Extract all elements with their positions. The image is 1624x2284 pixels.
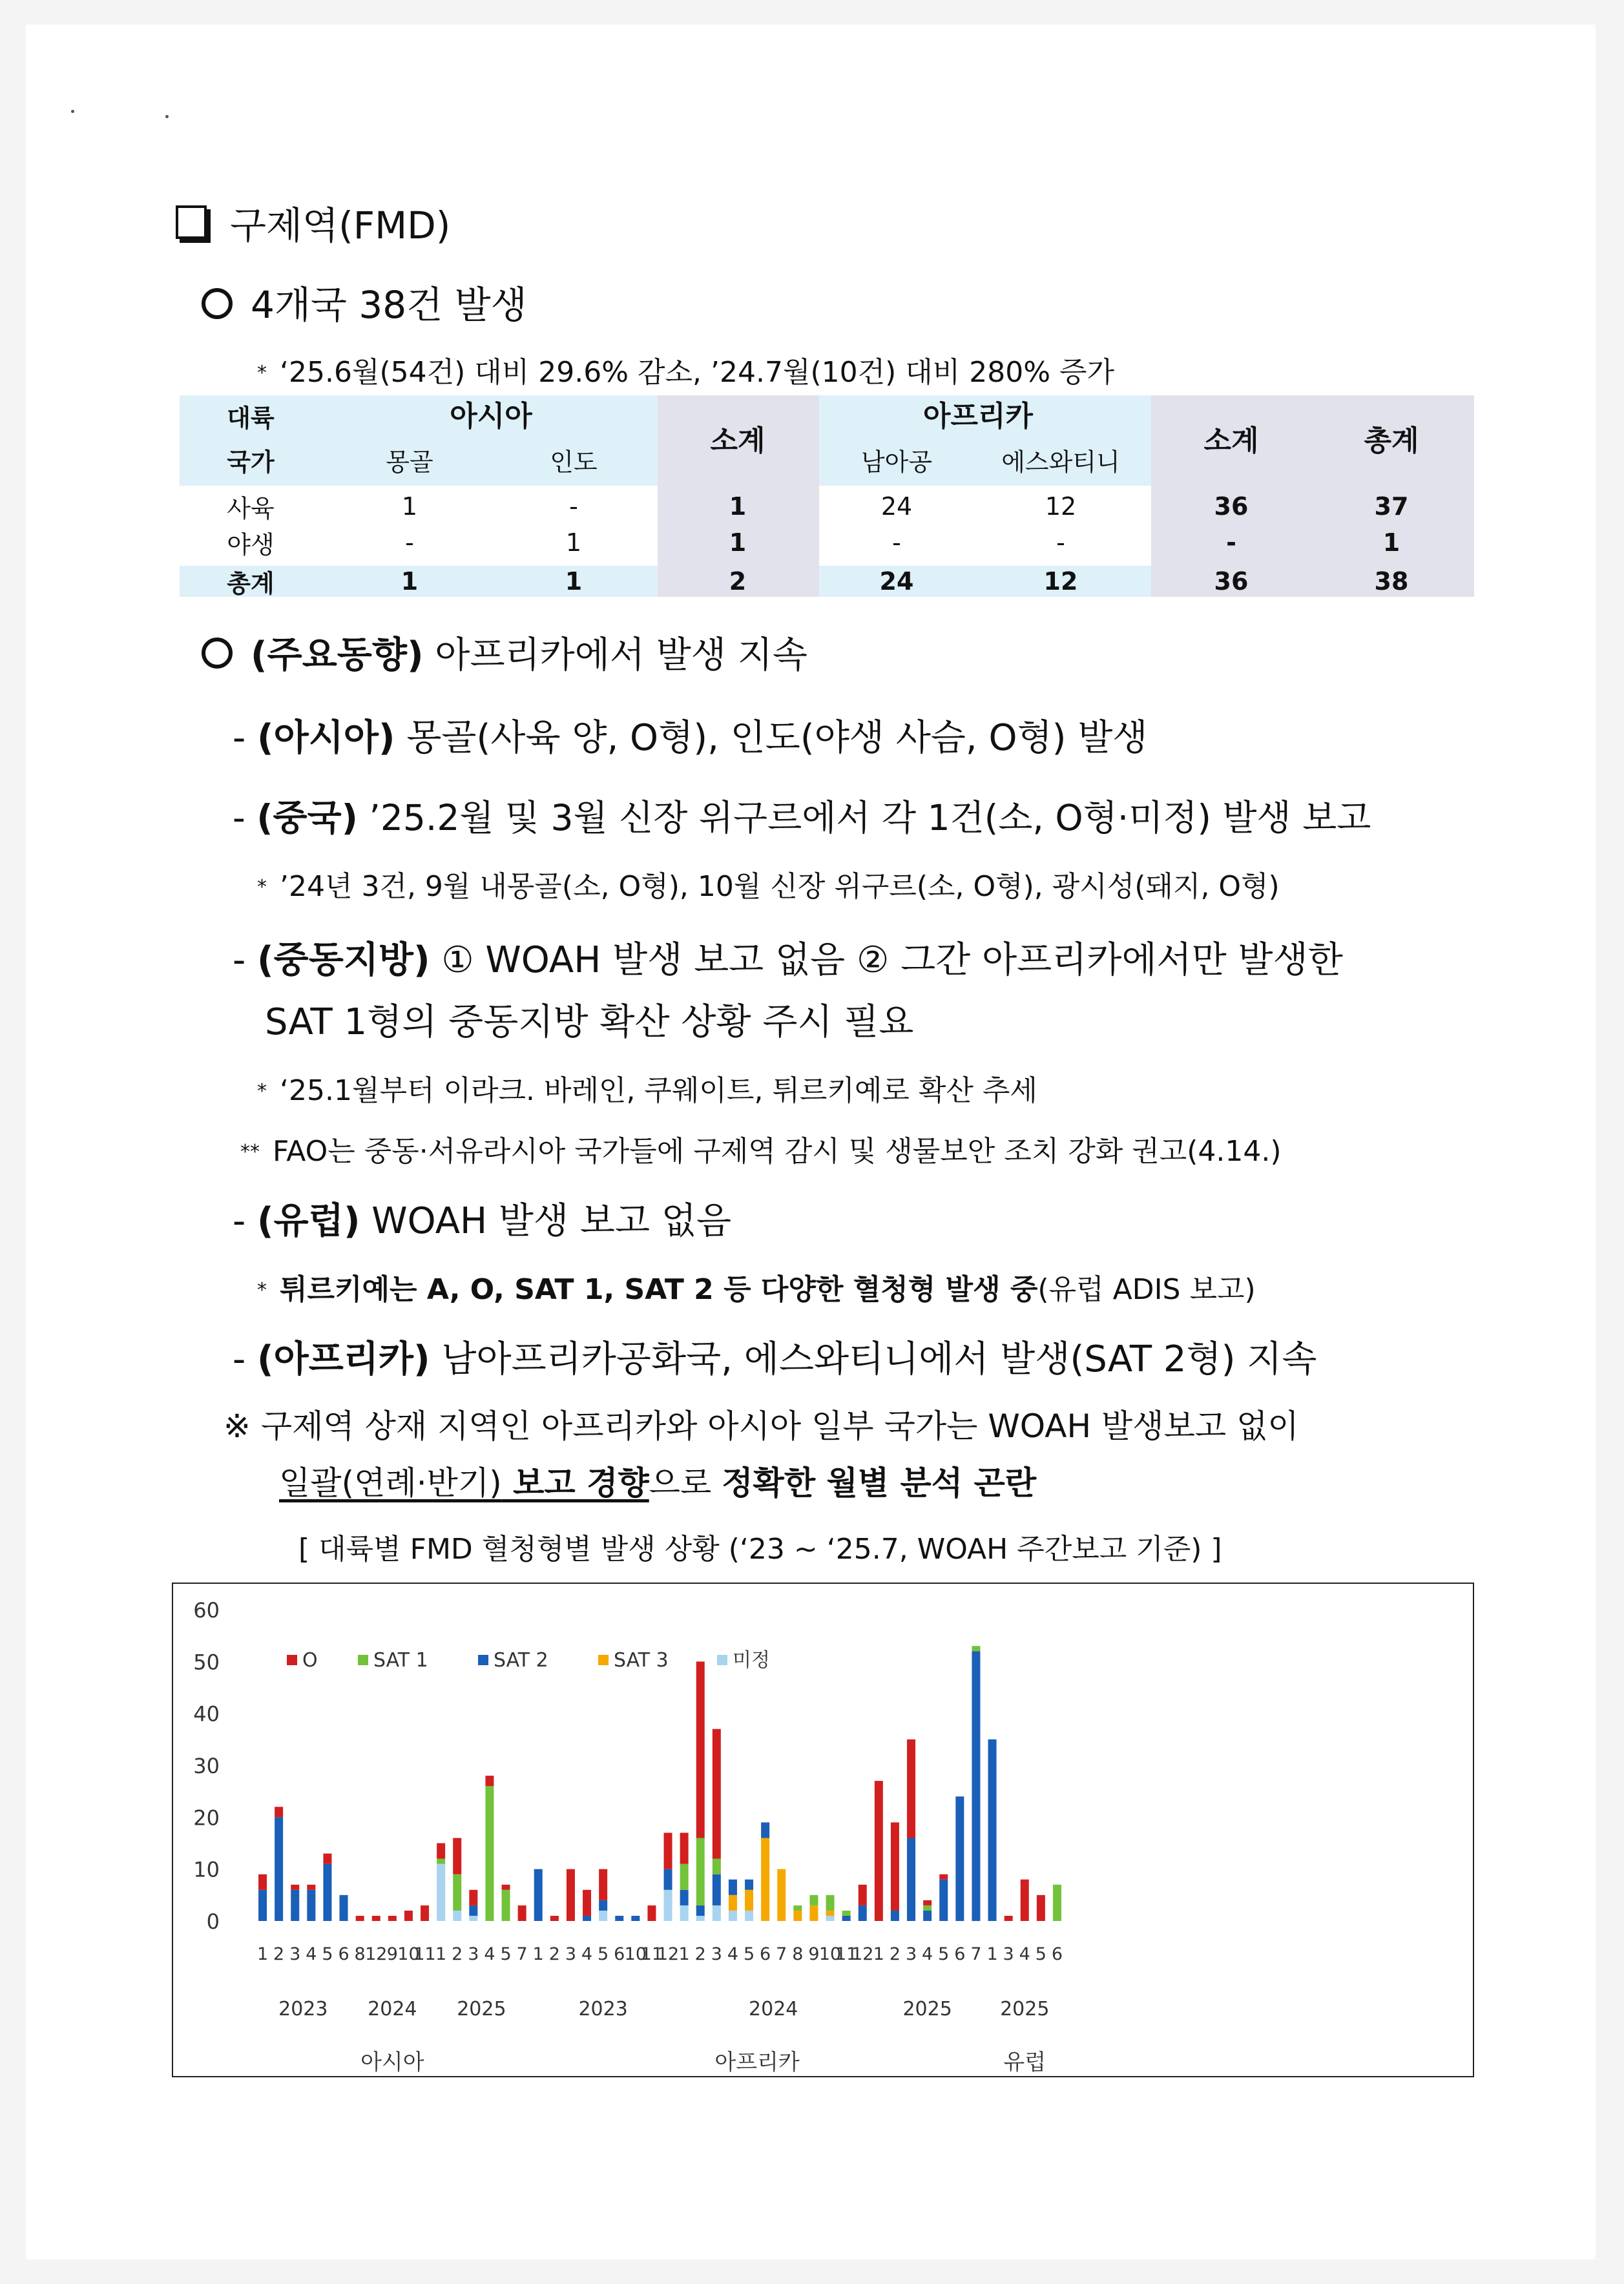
x-tick-label: 12 <box>656 1944 680 1964</box>
bar-segment <box>567 1869 575 1921</box>
bar-segment <box>388 1916 397 1921</box>
table-cell: 1 <box>401 567 419 596</box>
table-cell: 12 <box>1043 567 1078 596</box>
x-tick-label: 4 <box>727 1944 739 1964</box>
bullet-me-bold: (중동지방) <box>257 939 430 981</box>
bar-segment <box>1037 1895 1045 1921</box>
bar-segment <box>647 1905 656 1921</box>
y-tick-label: 50 <box>193 1650 220 1675</box>
note-double-star: ** <box>240 1141 260 1163</box>
x-tick-label: 7 <box>970 1944 982 1964</box>
trend-heading-text: 아프리카에서 발생 지속 <box>423 634 807 676</box>
bar-segment <box>340 1895 348 1921</box>
legend-label: SAT 1 <box>373 1649 428 1672</box>
x-tick-label: 2 <box>694 1944 706 1964</box>
bar-segment <box>842 1911 851 1916</box>
bar-segment <box>437 1859 445 1864</box>
row-label-wild: 야생 <box>227 530 275 559</box>
x-tick-label: 10 <box>397 1944 420 1964</box>
year-label: 2025 <box>902 1998 952 2020</box>
x-tick-label: 4 <box>581 1944 593 1964</box>
table-cell: 2 <box>729 567 747 596</box>
table-cell: 1 <box>1382 528 1400 557</box>
bar-segment <box>631 1916 640 1921</box>
note-star: * <box>257 362 267 384</box>
bullet-middle-east <box>233 931 1343 983</box>
x-tick-label: 8 <box>792 1944 804 1964</box>
bar-segment <box>923 1900 932 1905</box>
total-col-bg <box>1151 395 1474 597</box>
trend-heading <box>202 627 807 678</box>
region-label: 아프리카 <box>714 2050 800 2075</box>
table-cell: 24 <box>879 567 914 596</box>
x-tick-label: 6 <box>614 1944 625 1964</box>
bar-segment <box>291 1890 299 1921</box>
x-tick-label: 11 <box>835 1944 858 1964</box>
legend-swatch <box>287 1655 297 1665</box>
bar-segment <box>761 1822 769 1838</box>
y-tick-label: 20 <box>193 1805 220 1831</box>
x-tick-label: 4 <box>484 1944 495 1964</box>
china-note <box>257 863 1280 904</box>
bar-segment <box>599 1900 607 1911</box>
bar-segment <box>680 1905 689 1921</box>
bar-segment <box>518 1905 526 1921</box>
note-star: * <box>257 1080 267 1103</box>
bar-segment <box>939 1874 948 1880</box>
x-tick-label: 3 <box>289 1944 301 1964</box>
table-cell: - <box>569 492 578 521</box>
x-tick-label: 6 <box>338 1944 349 1964</box>
bar-segment <box>502 1885 510 1890</box>
x-tick-label: 10 <box>624 1944 647 1964</box>
table-cell: 36 <box>1214 492 1249 521</box>
y-tick-label: 60 <box>193 1598 220 1623</box>
bar-segment <box>842 1916 851 1921</box>
fmd-serotype-chart <box>172 1583 1474 2077</box>
table-cell: 1 <box>729 492 747 521</box>
remark-1-text: 구제역 상재 지역인 아프리카와 아시아 일부 국가는 WOAH 발생보고 없이 <box>260 1407 1299 1445</box>
bar-segment <box>745 1911 753 1921</box>
circle-bullet-icon <box>202 288 233 319</box>
x-tick-label: 1 <box>532 1944 544 1964</box>
chart-caption: [ 대륙별 FMD 혈청형별 발생 상황 (‘23 ~ ‘25.7, WOAH 주간보고 기준) ] <box>298 1533 1222 1566</box>
bar-segment <box>275 1817 283 1921</box>
row-label-farmed: 사육 <box>227 494 275 523</box>
bullet-me-text: ① WOAH 발생 보고 없음 ② 그간 아프리카에서만 발생한 <box>430 939 1343 981</box>
bar-segment <box>939 1880 948 1921</box>
table-header-asia-subtotal: 소계 <box>710 424 765 457</box>
bullet-china <box>233 789 1371 840</box>
legend-swatch <box>358 1655 368 1665</box>
bullet-china-bold: (중국) <box>256 797 358 838</box>
x-tick-label: 5 <box>598 1944 609 1964</box>
x-tick-label: 4 <box>306 1944 317 1964</box>
chart-svg <box>173 1584 1473 2076</box>
bar-segment <box>469 1905 477 1916</box>
region-label: 아시아 <box>360 2050 424 2075</box>
y-tick-label: 30 <box>193 1754 220 1778</box>
dash: - <box>233 1200 246 1242</box>
bar-segment <box>988 1739 997 1921</box>
trend-heading-bold: (주요동향) <box>251 634 424 676</box>
bullet-eu-bold: (유럽) <box>257 1200 360 1242</box>
summary-note <box>257 349 1114 390</box>
legend-label: 미정 <box>733 1649 770 1672</box>
bar-segment <box>453 1838 461 1874</box>
bar-segment <box>615 1916 623 1921</box>
bar-segment <box>761 1838 769 1921</box>
bar-segment <box>323 1864 331 1921</box>
bar-segment <box>502 1890 510 1921</box>
bar-segment <box>599 1869 607 1900</box>
table-cell: 38 <box>1374 567 1409 596</box>
table-header-eswatini: 에스와티니 <box>1001 448 1120 477</box>
remark-mark: ※ <box>224 1407 251 1445</box>
x-tick-label: 12 <box>365 1944 388 1964</box>
table-header-total: 총계 <box>1364 424 1419 457</box>
bar-segment <box>453 1874 461 1911</box>
summary-headline <box>202 275 527 329</box>
bar-segment <box>696 1905 705 1916</box>
bar-segment <box>745 1880 753 1890</box>
table-header-country: 국가 <box>227 448 275 477</box>
x-tick-label: 5 <box>938 1944 950 1964</box>
x-tick-label: 2 <box>452 1944 463 1964</box>
bar-segment <box>875 1781 883 1921</box>
year-label: 2025 <box>1000 1998 1050 2020</box>
bar-segment <box>907 1838 915 1921</box>
bar-segment <box>859 1885 867 1905</box>
table-cell: - <box>405 528 414 557</box>
bar-segment <box>323 1854 331 1864</box>
x-tick-label: 3 <box>711 1944 722 1964</box>
bar-segment <box>729 1911 737 1921</box>
x-tick-label: 3 <box>565 1944 577 1964</box>
table-header-africa-subtotal: 소계 <box>1203 424 1259 457</box>
bar-segment <box>275 1807 283 1817</box>
x-tick-label: 1 <box>678 1944 690 1964</box>
bullet-asia <box>233 709 1148 761</box>
bullet-china-text: ’25.2월 및 3월 신장 위구르에서 각 1건(소, O형·미정) 발생 보고 <box>357 797 1371 838</box>
bar-segment <box>550 1916 559 1921</box>
table-header-south-africa: 남아공 <box>860 448 933 477</box>
outbreak-table <box>180 395 1474 597</box>
bar-segment <box>469 1890 477 1905</box>
legend-swatch <box>717 1655 727 1665</box>
bar-segment <box>826 1895 835 1911</box>
bar-segment <box>859 1905 867 1921</box>
eu-note-bold: 튀르키예는 A, O, SAT 1, SAT 2 등 다양한 혈청형 발생 중 <box>280 1273 1038 1306</box>
bar-segment <box>826 1911 835 1916</box>
table-cell: 1 <box>565 567 583 596</box>
y-tick-label: 0 <box>206 1909 220 1934</box>
x-tick-label: 5 <box>500 1944 512 1964</box>
year-label: 2024 <box>749 1998 798 2020</box>
bar-segment <box>453 1911 461 1921</box>
summary-headline-text: 4개국 38건 발생 <box>251 283 527 327</box>
x-tick-label: 4 <box>1019 1944 1030 1964</box>
region-label: 유럽 <box>1003 2050 1046 2075</box>
bar-segment <box>1021 1880 1029 1921</box>
x-tick-label: 9 <box>386 1944 398 1964</box>
bullet-me-text-line2: SAT 1형의 중동지방 확산 상황 주시 필요 <box>265 1001 914 1043</box>
y-tick-label: 10 <box>193 1857 220 1882</box>
dash: - <box>233 939 246 981</box>
bullet-europe <box>233 1192 731 1244</box>
dash: - <box>233 717 246 759</box>
bar-segment <box>972 1651 980 1921</box>
bar-segment <box>485 1776 494 1786</box>
bar-segment <box>777 1869 786 1921</box>
table-header-india: 인도 <box>550 448 598 477</box>
bullet-asia-bold: (아시아) <box>257 717 395 759</box>
legend-swatch <box>478 1655 488 1665</box>
legend-label: SAT 3 <box>614 1649 669 1672</box>
table-cell: 24 <box>880 492 913 521</box>
bullet-af-bold: (아프리카) <box>257 1338 430 1380</box>
bar-segment <box>485 1786 494 1921</box>
bar-segment <box>664 1890 672 1921</box>
bar-segment <box>907 1739 915 1838</box>
bar-segment <box>696 1661 705 1838</box>
note-star: * <box>257 876 267 898</box>
section-title: 구제역(FMD) <box>230 203 451 247</box>
remark-line-1 <box>224 1400 1299 1447</box>
me-note-1 <box>257 1067 1037 1108</box>
row-label-total: 총계 <box>227 569 275 598</box>
year-label: 2023 <box>278 1998 328 2020</box>
china-note-text: ’24년 3건, 9월 내몽골(소, O형), 10월 신장 위구르(소, O형), 광시성(돼지, O형) <box>280 870 1280 903</box>
legend-swatch <box>598 1655 609 1665</box>
x-tick-label: 1 <box>435 1944 447 1964</box>
bar-segment <box>826 1916 835 1921</box>
bullet-africa <box>233 1331 1317 1382</box>
me-note-2-text: FAO는 중동·서유라시아 국가들에 구제역 감시 및 생물보안 조치 강화 권고(4.14.) <box>273 1135 1282 1168</box>
x-tick-label: 5 <box>322 1944 333 1964</box>
bar-segment <box>793 1911 802 1921</box>
summary-note-text: ‘25.6월(54건) 대비 29.6% 감소, ’24.7월(10건) 대비 280% 증가 <box>280 356 1115 389</box>
x-tick-label: 6 <box>954 1944 966 1964</box>
x-tick-label: 2 <box>889 1944 901 1964</box>
x-tick-label: 1 <box>256 1944 269 1964</box>
x-tick-label: 7 <box>516 1944 528 1964</box>
bar-segment <box>713 1859 721 1874</box>
table-cell: 37 <box>1374 492 1409 521</box>
bar-segment <box>809 1905 818 1921</box>
bar-segment <box>599 1911 607 1921</box>
bar-segment <box>469 1916 477 1921</box>
x-tick-label: 1 <box>873 1944 884 1964</box>
table-cell: 36 <box>1214 567 1249 596</box>
bar-segment <box>534 1869 543 1921</box>
bar-segment <box>437 1843 445 1859</box>
x-tick-label: 6 <box>760 1944 771 1964</box>
table-header-africa: 아프리카 <box>922 400 1034 433</box>
eu-note <box>257 1266 1256 1307</box>
remark-line-2 <box>279 1457 1036 1504</box>
x-tick-label: 2 <box>273 1944 285 1964</box>
bar-segment <box>437 1864 445 1921</box>
x-tick-label: 3 <box>1003 1944 1014 1964</box>
y-tick-label: 40 <box>193 1701 220 1727</box>
bar-segment <box>809 1895 818 1905</box>
table-cell: 1 <box>729 528 747 557</box>
bullet-asia-text: 몽골(사육 양, O형), 인도(야생 사슴, O형) 발생 <box>395 717 1148 759</box>
year-label: 2025 <box>457 1998 506 2020</box>
bar-segment <box>307 1885 315 1890</box>
table-cell: 12 <box>1045 492 1077 521</box>
dash: - <box>233 797 245 838</box>
table-cell: - <box>1056 528 1065 557</box>
table-cell: - <box>1226 528 1236 557</box>
bar-segment <box>664 1869 672 1890</box>
bar-segment <box>955 1796 964 1921</box>
table-cell: - <box>892 528 901 557</box>
table-cell: 1 <box>565 528 582 557</box>
bar-segment <box>680 1832 689 1864</box>
x-tick-label: 2 <box>548 1944 560 1964</box>
section-checkbox-icon <box>176 205 207 239</box>
bar-segment <box>729 1895 737 1911</box>
remark-2-a: 일괄(연례·반기) <box>279 1464 502 1502</box>
bar-segment <box>421 1905 429 1921</box>
bar-segment <box>696 1838 705 1905</box>
remark-2-c: 으로 <box>649 1464 722 1502</box>
x-tick-label: 5 <box>743 1944 755 1964</box>
table-header-continent: 대륙 <box>227 404 275 433</box>
remark-2-b: 보고 경향 <box>501 1464 649 1502</box>
x-tick-label: 7 <box>776 1944 787 1964</box>
bar-segment <box>923 1911 932 1921</box>
year-label: 2023 <box>578 1998 628 2020</box>
bar-segment <box>356 1916 364 1921</box>
x-tick-label: 9 <box>808 1944 820 1964</box>
dash: - <box>233 1338 246 1380</box>
speck <box>165 115 169 118</box>
table-header-asia: 아시아 <box>450 400 532 433</box>
me-note-2 <box>240 1128 1282 1169</box>
bar-segment <box>680 1890 689 1905</box>
note-star: * <box>257 1279 267 1302</box>
speck <box>71 110 74 113</box>
bar-segment <box>923 1905 932 1911</box>
bar-segment <box>713 1729 721 1859</box>
bar-segment <box>291 1885 299 1890</box>
bar-segment <box>713 1874 721 1905</box>
legend-label: SAT 2 <box>494 1649 548 1672</box>
legend-label: O <box>302 1649 318 1672</box>
x-tick-label: 4 <box>922 1944 933 1964</box>
x-tick-label: 5 <box>1035 1944 1046 1964</box>
bar-segment <box>891 1822 899 1911</box>
bar-segment <box>713 1905 721 1921</box>
bar-segment <box>793 1905 802 1911</box>
bar-segment <box>258 1874 267 1890</box>
x-tick-label: 12 <box>851 1944 874 1964</box>
remark-2-d: 정확한 월별 분석 곤란 <box>722 1464 1037 1502</box>
bar-segment <box>583 1916 591 1921</box>
x-tick-label: 3 <box>468 1944 479 1964</box>
bar-segment <box>891 1911 899 1921</box>
x-tick-label: 1 <box>986 1944 998 1964</box>
x-tick-label: 11 <box>413 1944 436 1964</box>
bar-segment <box>1005 1916 1013 1921</box>
bar-segment <box>680 1864 689 1890</box>
bar-segment <box>307 1890 315 1921</box>
bar-segment <box>583 1890 591 1916</box>
x-tick-label: 11 <box>640 1944 663 1964</box>
table-cell: 1 <box>401 492 418 521</box>
bar-segment <box>372 1916 380 1921</box>
x-tick-label: 6 <box>1051 1944 1063 1964</box>
circle-bullet-icon <box>202 638 233 669</box>
bar-segment <box>745 1890 753 1911</box>
x-tick-label: 3 <box>905 1944 917 1964</box>
eu-note-text: (유럽 ADIS 보고) <box>1037 1273 1256 1306</box>
bar-segment <box>696 1916 705 1921</box>
bar-segment <box>664 1832 672 1869</box>
bar-segment <box>258 1890 267 1921</box>
me-note-1-text: ‘25.1월부터 이라크. 바레인, 쿠웨이트, 튀르키예로 확산 추세 <box>280 1074 1037 1107</box>
year-label: 2024 <box>368 1998 417 2020</box>
x-tick-label: 10 <box>818 1944 842 1964</box>
table-header-mongolia: 몽골 <box>386 448 433 477</box>
bar-segment <box>404 1911 413 1921</box>
bar-segment <box>729 1880 737 1895</box>
bar-segment <box>972 1646 980 1651</box>
bar-segment <box>1053 1885 1061 1921</box>
x-tick-label: 8 <box>354 1944 366 1964</box>
bullet-af-text: 남아프리카공화국, 에스와티니에서 발생(SAT 2형) 지속 <box>430 1338 1317 1380</box>
bullet-eu-text: WOAH 발생 보고 없음 <box>360 1200 732 1242</box>
